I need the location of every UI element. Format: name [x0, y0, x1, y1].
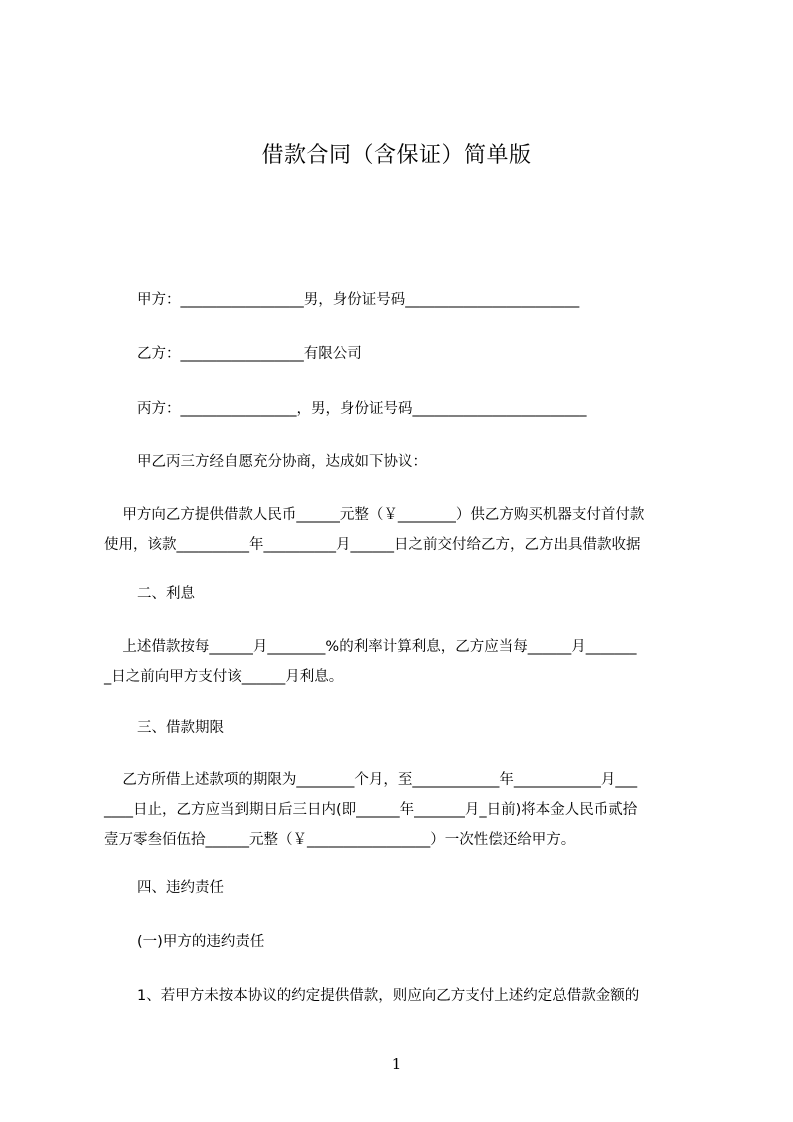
term-clause-line: 壹万零叁佰伍拾______元整（￥_________________）一次性偿还给甲方。 [104, 832, 576, 848]
agreement-intro: 甲乙丙三方经自愿充分协商，达成如下协议： [137, 454, 427, 470]
interest-clause [104, 632, 704, 692]
page-number: 1 [391, 1055, 402, 1073]
party-c-line: 丙方：________________，男，身份证号码________________________ [137, 401, 587, 417]
loan-clause [104, 500, 704, 560]
interest-clause-line: 上述借款按每______月________%的利率计算利息，乙方应当每______月_______ [104, 639, 637, 655]
term-clause-line: 乙方所借上述款项的期限为________个月，至____________年____________月___ [104, 772, 638, 788]
document-title: 借款合同（含保证）简单版 [261, 143, 532, 168]
loan-clause-line: 使用，该款__________年__________月______日之前交付给乙方，乙方出具借款收据 [104, 537, 641, 553]
loan-clause-line: 甲方向乙方提供借款人民币______元整（￥________）供乙方购买机器支付首付款 [104, 507, 645, 523]
breach-heading: 四、违约责任 [137, 880, 224, 896]
term-clause-line: ____日止，乙方应当到期日后三日内(即______年_______月_日前)将本金人民币贰拾 [104, 802, 638, 818]
interest-clause-line: _日之前向甲方支付该______月利息。 [104, 669, 344, 685]
term-clause [104, 765, 704, 855]
breach-sub-heading: (一)甲方的违约责任 [137, 934, 265, 950]
interest-heading: 二、利息 [137, 586, 195, 602]
party-b-line: 乙方：_________________有限公司 [137, 346, 362, 362]
term-heading: 三、借款期限 [137, 720, 224, 736]
party-a-line: 甲方：_________________男，身份证号码________________________ [137, 292, 580, 308]
breach-item-1: 1、若甲方未按本协议的约定提供借款，则应向乙方支付上述约定总借款金额的 [137, 988, 640, 1004]
